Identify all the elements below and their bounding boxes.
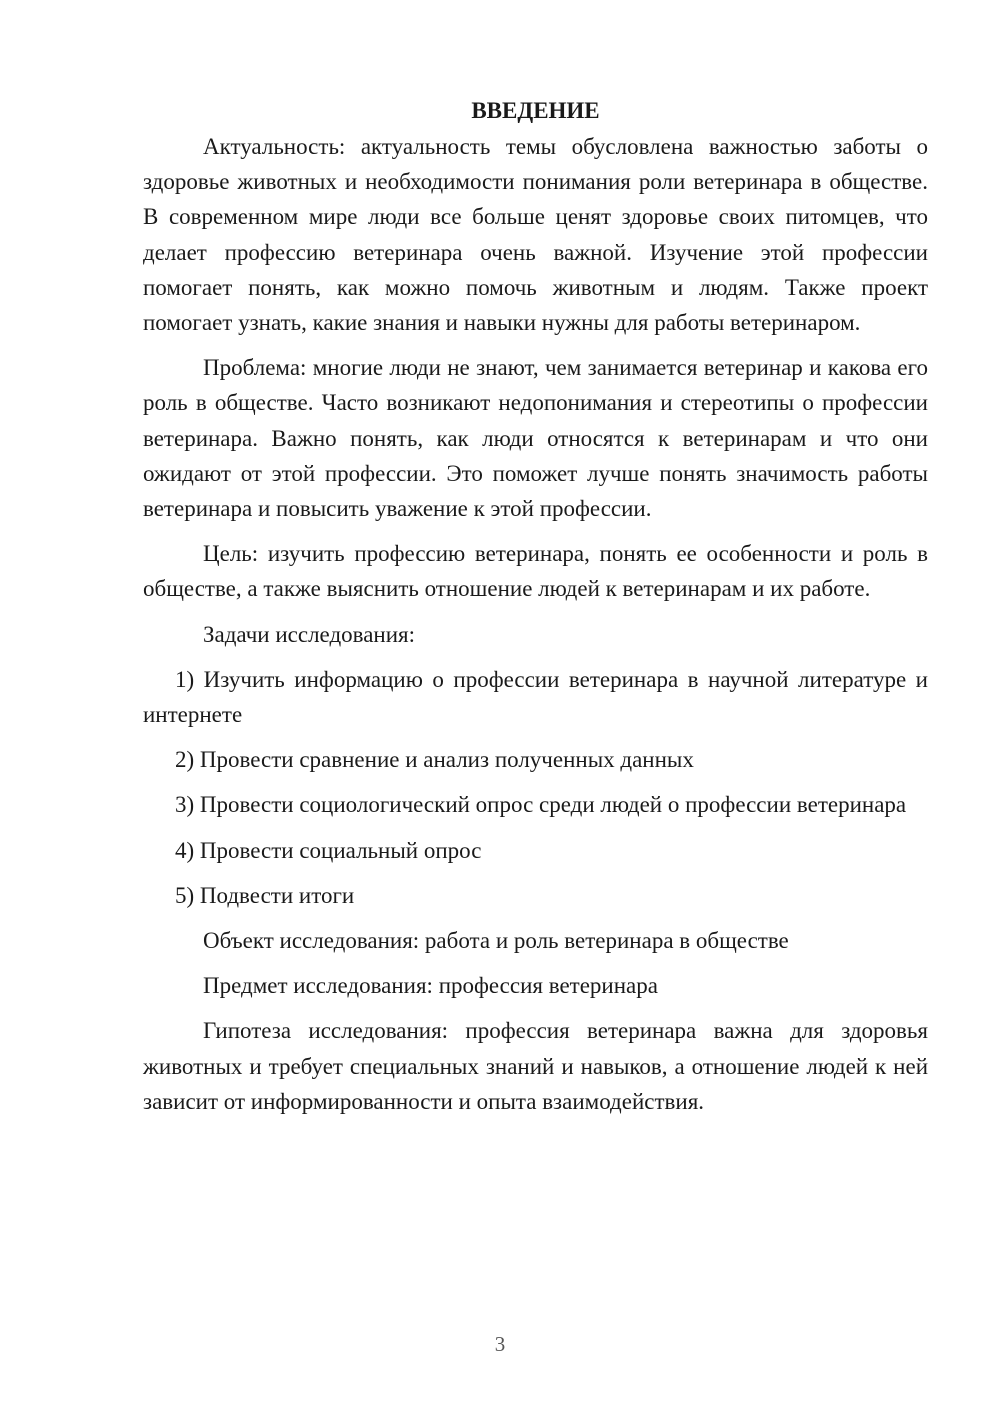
section-title: ВВЕДЕНИЕ xyxy=(471,98,600,123)
task-item-5: 5) Подвести итоги xyxy=(175,882,355,908)
document-body xyxy=(143,93,928,1129)
research-hypothesis: Гипотеза исследования: профессия ветеринара важна для здоровья животных и требует специальных знаний и навыков, а отношение людей к ней зависит от информированности и опыта взаимодействия. xyxy=(143,1018,928,1114)
page-number: 3 xyxy=(494,1332,506,1356)
problem-paragraph: Проблема: многие люди не знают, чем занимается ветеринар и какова его роль в обществе. Часто возникают недопонимания и стереотипы о профессии ветеринара. Важно понять, как люди относятся к ветеринарам и что они ожидают от этой профессии. Это поможет лучше понять значимость работы ветеринара и повысить уважение к этой профессии. xyxy=(143,355,928,522)
goal-paragraph: Цель: изучить профессию ветеринара, понять ее особенности и роль в обществе, а также выяснить отношение людей к ветеринарам и их работе. xyxy=(143,541,928,602)
research-object: Объект исследования: работа и роль ветеринара в обществе xyxy=(203,928,789,954)
research-subject: Предмет исследования: профессия ветеринара xyxy=(203,973,658,999)
task-item-2: 2) Провести сравнение и анализ полученных данных xyxy=(175,747,694,773)
relevance-paragraph: Актуальность: актуальность темы обусловлена важностью заботы о здоровье животных и необходимости понимания роли ветеринара в обществе. В современном мире люди все больше ценят здоровье своих питомцев, что делает профессию ветеринара очень важной. Изучение этой профессии помогает понять, как можно помочь животным и людям. Также проект помогает узнать, какие знания и навыки нужны для работы ветеринаром. xyxy=(143,134,928,336)
tasks-heading: Задачи исследования: xyxy=(203,621,416,647)
task-item-1: 1) Изучить информацию о профессии ветеринара в научной литературе и интернете xyxy=(143,666,928,728)
task-item-3: 3) Провести социологический опрос среди людей о профессии ветеринара xyxy=(175,792,907,818)
task-item-4: 4) Провести социальный опрос xyxy=(175,837,482,863)
